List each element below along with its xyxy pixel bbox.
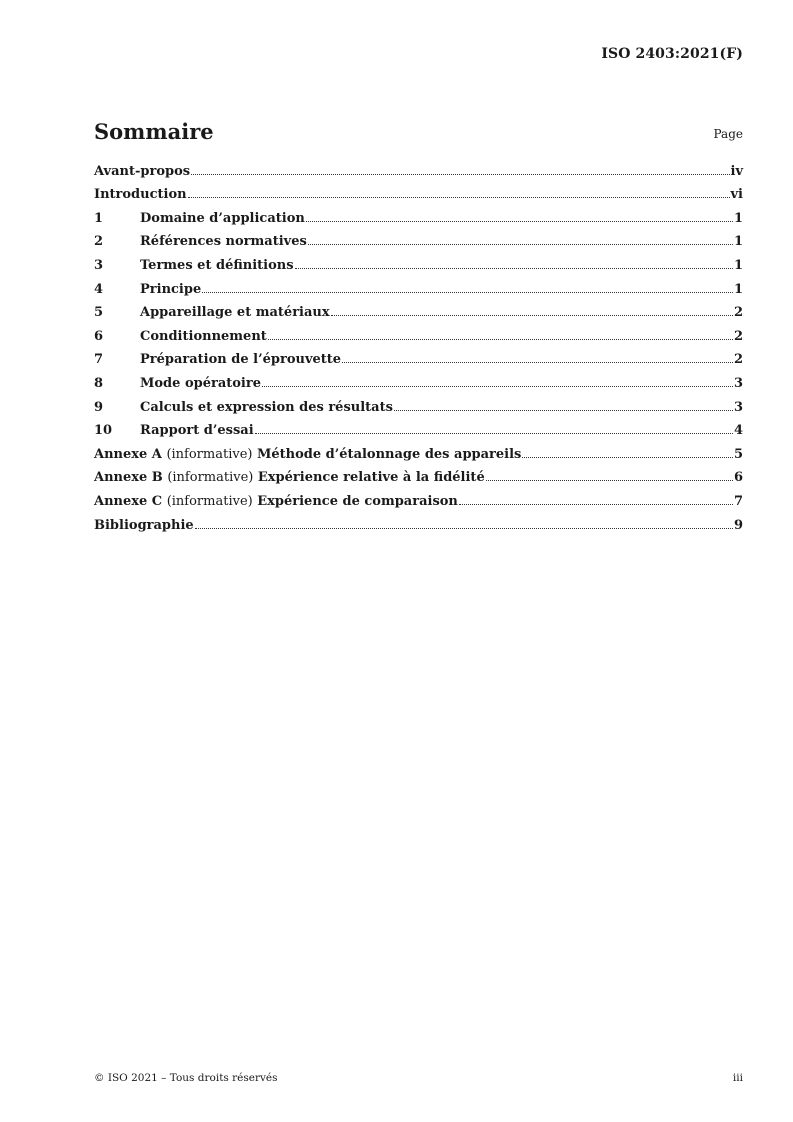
toc-entry-label: Rapport d’essai bbox=[140, 423, 254, 439]
toc-entry-principle[interactable] bbox=[94, 272, 743, 296]
toc-entry-label: Préparation de l’éprouvette bbox=[140, 352, 342, 368]
toc-entry-page: 5 bbox=[733, 446, 743, 462]
toc-entry-page: 4 bbox=[733, 423, 743, 439]
toc-entry-number: 4 bbox=[94, 281, 104, 297]
toc-entry-label: Principe bbox=[140, 281, 202, 297]
toc-entry-label: Bibliographie bbox=[94, 517, 194, 533]
toc-entry-apparatus[interactable] bbox=[94, 296, 743, 320]
toc-entry-page: 3 bbox=[733, 375, 743, 391]
dot-leader bbox=[255, 433, 733, 434]
toc-entry-page: 3 bbox=[733, 399, 743, 415]
annex-prefix: Annexe B bbox=[94, 470, 163, 486]
toc-entry-procedure[interactable] bbox=[94, 366, 743, 390]
annex-prefix: Annexe C bbox=[94, 493, 163, 509]
annex-kind: (informative) bbox=[166, 446, 253, 462]
toc-entry-scope[interactable] bbox=[94, 201, 743, 225]
page-number: iii bbox=[732, 1072, 743, 1084]
toc-entry-annex-b[interactable] bbox=[94, 461, 743, 485]
toc-entry-number: 1 bbox=[94, 210, 104, 226]
toc-entry-label: Références normatives bbox=[140, 234, 307, 250]
toc-entry-conditioning[interactable] bbox=[94, 319, 743, 343]
dot-leader bbox=[195, 528, 733, 529]
annex-kind: (informative) bbox=[166, 493, 253, 509]
dot-leader bbox=[486, 480, 733, 481]
toc-entry-number: 5 bbox=[94, 305, 104, 321]
dot-leader bbox=[342, 362, 733, 363]
toc-entry-label: Avant-propos bbox=[94, 163, 191, 179]
toc-entry-calculations[interactable] bbox=[94, 390, 743, 414]
toc-entry-normative-references[interactable] bbox=[94, 225, 743, 249]
dot-leader bbox=[522, 457, 733, 458]
annex-title: Méthode d’étalonnage des appareils bbox=[257, 446, 522, 462]
toc-entry-page: 2 bbox=[733, 352, 743, 368]
toc-entry-label: Introduction bbox=[94, 187, 187, 203]
dot-leader bbox=[306, 221, 733, 222]
toc-entry-page: 1 bbox=[733, 281, 743, 297]
page-column-label: Page bbox=[713, 127, 743, 141]
dot-leader bbox=[394, 410, 733, 411]
toc-entry-label: Mode opératoire bbox=[140, 375, 261, 391]
page-title: Sommaire bbox=[94, 119, 214, 144]
toc-entry-number: 3 bbox=[94, 257, 104, 273]
contents-heading bbox=[94, 112, 743, 142]
toc-entry-test-report[interactable] bbox=[94, 414, 743, 438]
toc-entry-page: 7 bbox=[733, 493, 743, 509]
toc-entry-page: 6 bbox=[733, 470, 743, 486]
toc-entry-page: 1 bbox=[733, 257, 743, 273]
dot-leader bbox=[295, 268, 733, 269]
toc-entry-page: 2 bbox=[733, 305, 743, 321]
toc-entry-label: Calculs et expression des résultats bbox=[140, 399, 393, 415]
toc-entry-bibliography[interactable] bbox=[94, 508, 743, 532]
toc-entry-label: Conditionnement bbox=[140, 328, 267, 344]
annex-kind: (informative) bbox=[167, 470, 254, 486]
toc-entry-label bbox=[94, 495, 458, 508]
toc-entry-annex-a[interactable] bbox=[94, 437, 743, 461]
toc-entry-page: 1 bbox=[733, 210, 743, 226]
dot-leader bbox=[268, 339, 733, 340]
dot-leader bbox=[188, 197, 730, 198]
toc-entry-page: 1 bbox=[733, 234, 743, 250]
toc-entry-label bbox=[94, 448, 521, 461]
toc-entry-number: 9 bbox=[94, 399, 104, 415]
dot-leader bbox=[331, 315, 733, 316]
toc-entry-number: 8 bbox=[94, 375, 104, 391]
copyright-notice: © ISO 2021 – Tous droits réservés bbox=[94, 1072, 278, 1084]
toc-entry-number: 7 bbox=[94, 352, 104, 368]
dot-leader bbox=[459, 504, 733, 505]
toc-entry-page: iv bbox=[730, 163, 743, 179]
dot-leader bbox=[262, 386, 733, 387]
toc-entry-label: Appareillage et matériaux bbox=[140, 305, 330, 321]
toc-entry-foreword[interactable] bbox=[94, 154, 743, 178]
annex-title: Expérience de comparaison bbox=[257, 493, 458, 509]
toc-entry-introduction[interactable] bbox=[94, 178, 743, 202]
dot-leader bbox=[202, 292, 733, 293]
toc-entry-annex-c[interactable] bbox=[94, 484, 743, 508]
dot-leader bbox=[308, 244, 733, 245]
toc-entry-number: 6 bbox=[94, 328, 104, 344]
toc-entry-page: vi bbox=[730, 187, 743, 203]
toc-entry-number: 2 bbox=[94, 234, 104, 250]
toc-entry-label: Termes et définitions bbox=[140, 257, 294, 273]
document-id: ISO 2403:2021(F) bbox=[601, 46, 743, 62]
toc-entry-number: 10 bbox=[94, 423, 113, 439]
annex-title: Expérience relative à la fidélité bbox=[257, 470, 485, 486]
toc-entry-page: 2 bbox=[733, 328, 743, 344]
toc-entry-terms-definitions[interactable] bbox=[94, 248, 743, 272]
toc-entry-page: 9 bbox=[733, 517, 743, 533]
toc-entry-label bbox=[94, 471, 485, 484]
table-of-contents bbox=[94, 154, 743, 532]
annex-prefix: Annexe A bbox=[94, 446, 162, 462]
toc-entry-label: Domaine d’application bbox=[140, 210, 305, 226]
dot-leader bbox=[191, 174, 729, 175]
toc-entry-specimen-preparation[interactable] bbox=[94, 343, 743, 367]
